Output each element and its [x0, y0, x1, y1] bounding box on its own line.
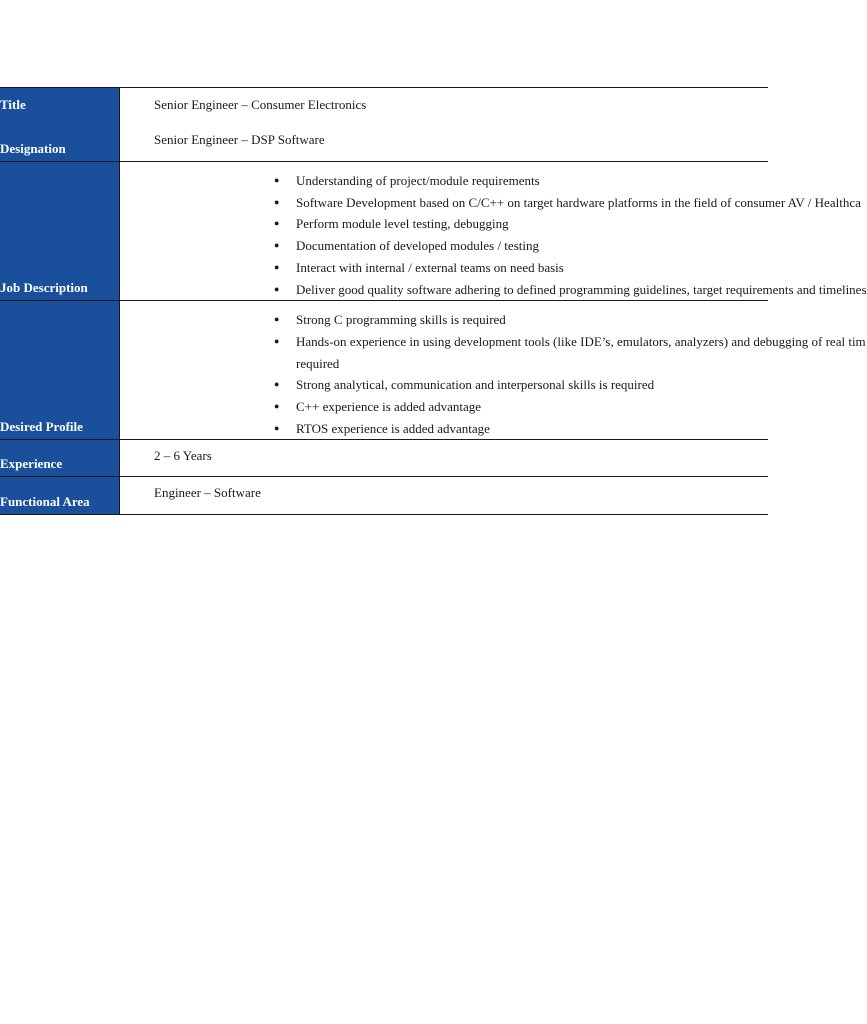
functional-area-value: Engineer – Software	[154, 485, 261, 501]
job-description-list	[120, 162, 867, 300]
bullet-icon: ●	[274, 240, 280, 251]
title-value: Senior Engineer – Consumer Electronics	[154, 97, 367, 112]
functional-area-row	[0, 477, 768, 515]
bullet-icon: ●	[274, 261, 280, 272]
bullet-icon: ●	[274, 379, 280, 390]
list-item	[272, 309, 768, 331]
list-item-continuation: required	[296, 355, 340, 371]
bullet-icon: ●	[274, 422, 280, 433]
desired-profile-label: Desired Profile	[0, 419, 83, 435]
desired-profile-row	[0, 301, 768, 440]
list-item	[272, 279, 867, 301]
job-description-row	[0, 162, 768, 301]
experience-label: Experience	[0, 456, 63, 472]
bullet-icon: ●	[274, 401, 280, 412]
list-item-text: Software Development based on C/C++ on target hardware platforms in the field of consumer AV / Healthca	[296, 194, 861, 210]
title-value-cell	[120, 88, 769, 127]
job-details-table	[0, 87, 867, 515]
list-item-text: Interact with internal / external teams on need basis	[296, 259, 564, 275]
job-description-label-cell	[0, 162, 120, 301]
title-label: Title	[0, 97, 26, 112]
list-item-text: Documentation of developed modules / testing	[296, 238, 539, 254]
designation-value: Senior Engineer – DSP Software	[154, 132, 325, 147]
desired-profile-value-cell	[120, 301, 866, 440]
list-item	[272, 396, 768, 418]
experience-row	[0, 440, 768, 477]
list-item-text: Strong C programming skills is required	[296, 312, 506, 328]
desired-profile-label-cell	[0, 301, 120, 440]
list-item	[272, 418, 768, 440]
list-item	[272, 257, 768, 279]
list-item	[272, 192, 861, 214]
list-item	[272, 374, 768, 396]
list-item	[272, 170, 768, 192]
list-item-text: Strong analytical, communication and interpersonal skills is required	[296, 377, 655, 393]
bullet-icon: ●	[274, 314, 280, 325]
list-item-text: Understanding of project/module requirements	[296, 173, 540, 188]
list-item-text: RTOS experience is added advantage	[296, 420, 490, 436]
designation-label: Designation	[0, 141, 66, 156]
bullet-icon: ●	[274, 196, 280, 207]
list-item-text: Deliver good quality software adhering to defined programming guidelines, target requirements and timelines	[296, 281, 867, 297]
list-item	[272, 331, 866, 374]
functional-area-label-cell	[0, 477, 120, 515]
designation-row	[0, 126, 768, 162]
list-item-text: Perform module level testing, debugging	[296, 216, 509, 232]
experience-value: 2 – 6 Years	[154, 448, 212, 464]
list-item-text: Hands-on experience in using development tools (like IDE’s, emulators, analyzers) and debugging of real tim	[296, 333, 866, 349]
functional-area-value-cell	[120, 477, 769, 515]
job-description-value-cell	[120, 162, 867, 301]
experience-label-cell	[0, 440, 120, 477]
job-description-label: Job Description	[0, 280, 88, 296]
list-item	[272, 213, 768, 235]
designation-label-cell	[0, 126, 120, 162]
list-item	[272, 235, 768, 257]
bullet-icon: ●	[274, 335, 280, 346]
desired-profile-list	[120, 301, 866, 439]
designation-value-cell	[120, 126, 769, 162]
bullet-icon: ●	[274, 283, 280, 294]
title-label-cell	[0, 88, 120, 127]
bullet-icon: ●	[274, 218, 280, 229]
experience-value-cell	[120, 440, 769, 477]
title-row	[0, 88, 768, 127]
bullet-icon: ●	[274, 175, 280, 185]
list-item-text: C++ experience is added advantage	[296, 399, 482, 415]
functional-area-label: Functional Area	[0, 494, 90, 510]
